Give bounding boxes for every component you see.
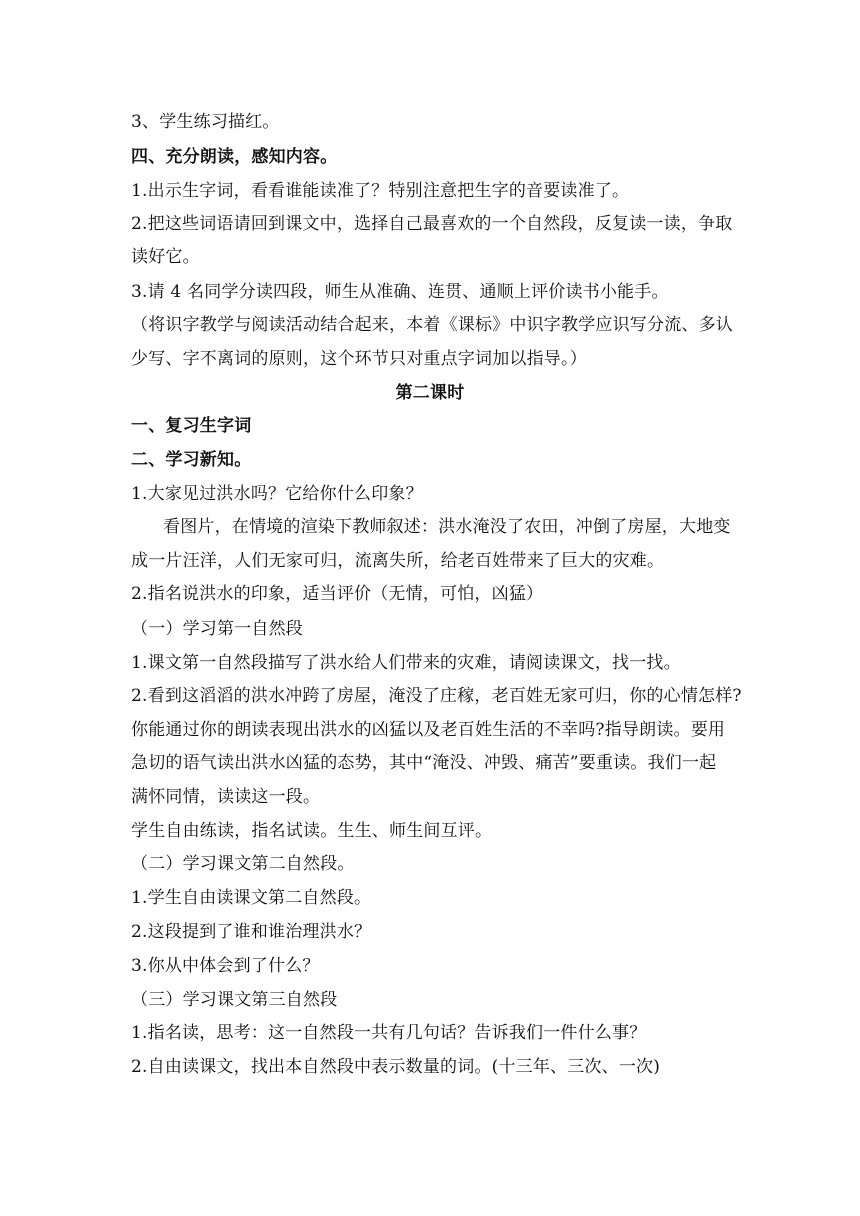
- subsection-heading: （三）学习课文第三自然段: [131, 990, 338, 1010]
- text-line: 3.请 4 名同学分读四段，师生从准确、连贯、通顺上评价读书小能手。: [131, 282, 669, 302]
- lesson-title: 第二课时: [395, 383, 465, 403]
- section-heading: 一、复习生字词: [131, 416, 252, 436]
- text-line: 1.学生自由读课文第二自然段。: [131, 888, 372, 908]
- text-line: 急切的语气读出洪水凶猛的态势，其中“淹没、冲毁、痛苦”要重读。我们一起: [131, 753, 717, 773]
- text-line: 满怀同情，读读这一段。: [131, 787, 321, 807]
- text-line: 成一片汪洋，人们无家可归，流离失所，给老百姓带来了巨大的灾难。: [131, 551, 665, 571]
- text-line: 2.自由读课文，找出本自然段中表示数量的词。(十三年、三次、一次): [131, 1057, 661, 1077]
- section-heading: 二、学习新知。: [131, 450, 252, 470]
- text-line: 读好它。: [131, 247, 200, 267]
- text-line: 3.你从中体会到了什么？: [131, 956, 320, 976]
- text-line: 2.指名说洪水的印象，适当评价（无情，可怕，凶猛）: [131, 584, 544, 604]
- text-line: 2.看到这滔滔的洪水冲跨了房屋，淹没了庄稼，老百姓无家可归，你的心情怎样?: [131, 686, 742, 706]
- text-line: 2.把这些词语请回到课文中，选择自己最喜欢的一个自然段，反复读一读，争取: [131, 214, 733, 234]
- text-line: 3、学生练习描红。: [131, 112, 280, 132]
- subsection-heading: （一）学习第一自然段: [131, 619, 303, 639]
- subsection-heading: （二）学习课文第二自然段。: [131, 854, 355, 874]
- text-line: 1.出示生字词，看看谁能读准了？特别注意把生字的音要读准了。: [131, 181, 630, 201]
- text-line: 你能通过你的朗读表现出洪水的凶猛以及老百姓生活的不幸吗?指导朗读。要用: [131, 720, 726, 740]
- section-heading: 四、充分朗读，感知内容。: [131, 147, 338, 167]
- text-line: 1.指名读，思考：这一自然段一共有几句话？告诉我们一件什么事？: [131, 1023, 647, 1043]
- text-line: 1.课文第一自然段描写了洪水给人们带来的灾难，请阅读课文，找一找。: [131, 653, 681, 673]
- text-line: 2.这段提到了谁和谁治理洪水？: [131, 922, 372, 942]
- text-line: （将识字教学与阅读活动结合起来，本着《课标》中识字教学应识写分流、多认: [131, 315, 733, 335]
- text-line: 1.大家见过洪水吗？它给你什么印象？: [131, 484, 423, 504]
- text-line: 学生自由练读，指名试读。生生、师生间互评。: [131, 821, 493, 841]
- text-line: 看图片，在情境的渲染下教师叙述：洪水淹没了农田，冲倒了房屋，大地变: [163, 517, 731, 537]
- text-line: 少写、字不离词的原则，这个环节只对重点字词加以指导。）: [131, 349, 587, 369]
